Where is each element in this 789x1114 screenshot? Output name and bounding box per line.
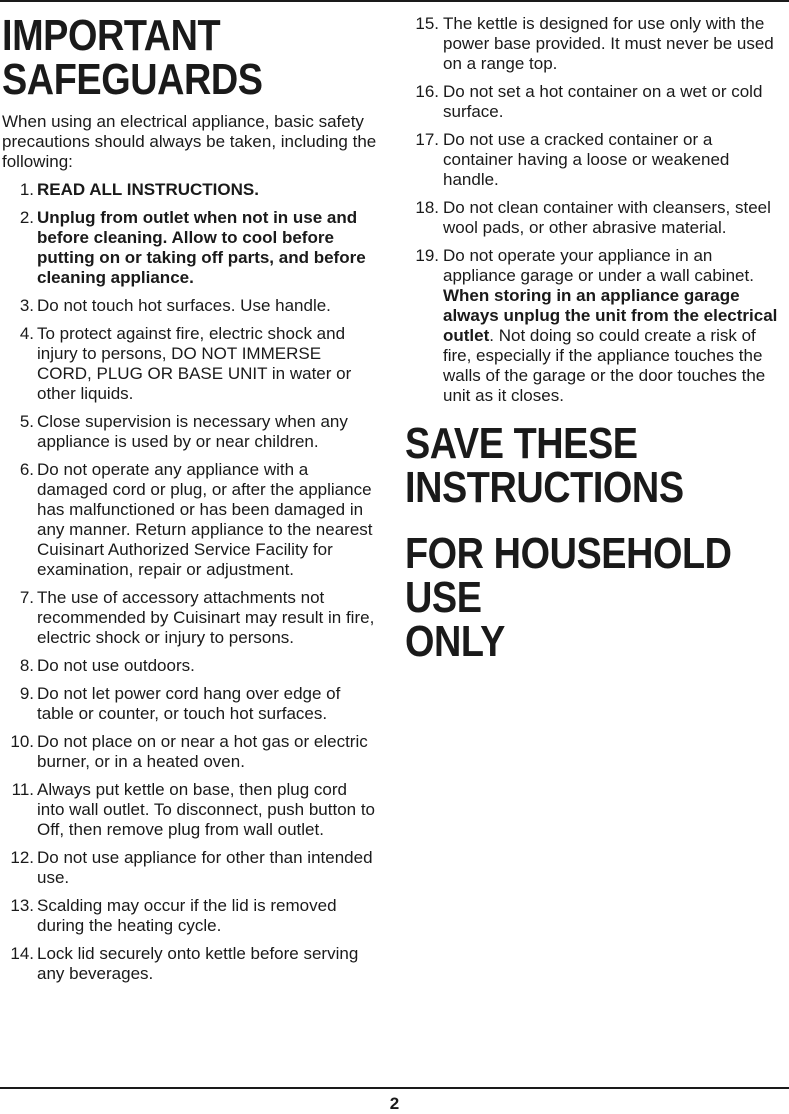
item-number: 6. xyxy=(19,460,34,479)
item-number: 3. xyxy=(19,296,34,315)
item-text: Do not let power cord hang over edge of table or counter, or touch hot surfaces. xyxy=(37,684,341,723)
item-text: Close supervision is necessary when any appliance is used by or near children. xyxy=(37,412,348,451)
item-bold-text: When storing in an appliance garage always unplug the unit from the electrical outlet xyxy=(443,286,778,345)
list-item xyxy=(405,198,785,238)
item-text: Do not set a hot container on a wet or cold surface. xyxy=(443,82,763,121)
item-number: 5. xyxy=(19,412,34,431)
list-item xyxy=(2,732,378,772)
list-item xyxy=(2,460,378,580)
item-text: Always put kettle on base, then plug cord into wall outlet. To disconnect, push button to Off, then remove plug from wall outlet. xyxy=(37,780,376,839)
item-text: Do not touch hot surfaces. Use handle. xyxy=(37,296,331,315)
item-text: Do not operate your appliance in an appliance garage or under a wall cabinet. xyxy=(443,246,754,285)
save-heading-line-2: INSTRUCTIONS xyxy=(405,463,684,512)
list-item xyxy=(2,656,378,676)
list-item xyxy=(405,14,785,74)
list-item xyxy=(2,684,378,724)
household-heading-line-1: FOR HOUSEHOLD USE xyxy=(405,529,732,622)
item-text: Do not operate any appliance with a damaged cord or plug, or after the appliance has malfunctioned or has been damaged in any manner. Return appliance to the nearest Cuisinart Authorized Service Facility for examination, repair or adjustment. xyxy=(37,460,373,579)
list-item xyxy=(2,412,378,452)
safeguard-list xyxy=(2,180,378,984)
item-number: 19. xyxy=(415,246,439,265)
item-text: Do not use appliance for other than intended use. xyxy=(37,848,373,887)
list-item xyxy=(2,944,378,984)
item-number: 17. xyxy=(415,130,439,149)
list-item xyxy=(2,780,378,840)
item-number: 10. xyxy=(10,732,34,751)
item-text: Do not use outdoors. xyxy=(37,656,195,675)
household-heading-line-2: ONLY xyxy=(405,617,505,666)
list-item xyxy=(2,848,378,888)
list-item xyxy=(2,896,378,936)
page-number: 2 xyxy=(389,1094,400,1113)
item-text: Do not clean container with cleansers, steel wool pads, or other abrasive material. xyxy=(443,198,771,237)
item-number: 14. xyxy=(10,944,34,963)
item-text: Do not place on or near a hot gas or electric burner, or in a heated oven. xyxy=(37,732,368,771)
item-text-continued: . Not doing so could create a risk of fire, especially if the appliance touches the walls of the garage or the door touches the unit as it closes. xyxy=(443,326,766,405)
item-number: 1. xyxy=(19,180,34,199)
item-text: Do not use a cracked container or a container having a loose or weakened handle. xyxy=(443,130,730,189)
item-number: 13. xyxy=(10,896,34,915)
item-number: 9. xyxy=(19,684,34,703)
top-rule xyxy=(0,0,789,2)
list-item xyxy=(405,246,785,406)
title-line-2: SAFEGUARDS xyxy=(2,55,263,104)
save-heading-line-1: SAVE THESE xyxy=(405,419,638,468)
item-number: 4. xyxy=(19,324,34,343)
list-item xyxy=(2,324,378,404)
item-bold-text: Unplug from outlet when not in use and before cleaning. Allow to cool before putting on or taking off parts, and before cleaning appliance. xyxy=(37,208,366,287)
item-number: 15. xyxy=(415,14,439,33)
item-text: The kettle is designed for use only with the power base provided. It must never be used on a range top. xyxy=(443,14,774,73)
item-text: Scalding may occur if the lid is removed during the heating cycle. xyxy=(37,896,337,935)
title-line-1: IMPORTANT xyxy=(2,11,221,60)
item-number: 12. xyxy=(10,848,34,867)
item-number: 11. xyxy=(11,780,34,799)
intro-paragraph: When using an electrical appliance, basic safety precautions should always be taken, including the following: xyxy=(2,112,377,171)
bottom-rule xyxy=(0,1087,789,1089)
list-item xyxy=(405,82,785,122)
list-item xyxy=(2,208,378,288)
left-column xyxy=(2,11,378,992)
page-title xyxy=(2,11,377,104)
item-number: 16. xyxy=(415,82,439,101)
item-number: 18. xyxy=(415,198,439,217)
item-number: 2. xyxy=(19,208,34,227)
save-instructions-heading xyxy=(405,419,784,512)
household-use-heading xyxy=(405,529,784,666)
list-item xyxy=(405,130,785,190)
safeguard-list-continued xyxy=(405,14,785,406)
item-text: To protect against fire, electric shock and injury to persons, DO NOT IMMERSE CORD, PLUG OR BASE UNIT in water or other liquids. xyxy=(37,324,352,403)
list-item xyxy=(2,296,378,316)
item-text: The use of accessory attachments not recommended by Cuisinart may result in fire, electric shock or injury to persons. xyxy=(37,588,375,647)
list-item xyxy=(2,180,378,200)
item-bold-text: READ ALL INSTRUCTIONS. xyxy=(37,180,259,199)
list-item xyxy=(2,588,378,648)
item-number: 8. xyxy=(19,656,34,675)
right-column xyxy=(405,14,785,664)
item-number: 7. xyxy=(19,588,34,607)
item-text: Lock lid securely onto kettle before serving any beverages. xyxy=(37,944,359,983)
